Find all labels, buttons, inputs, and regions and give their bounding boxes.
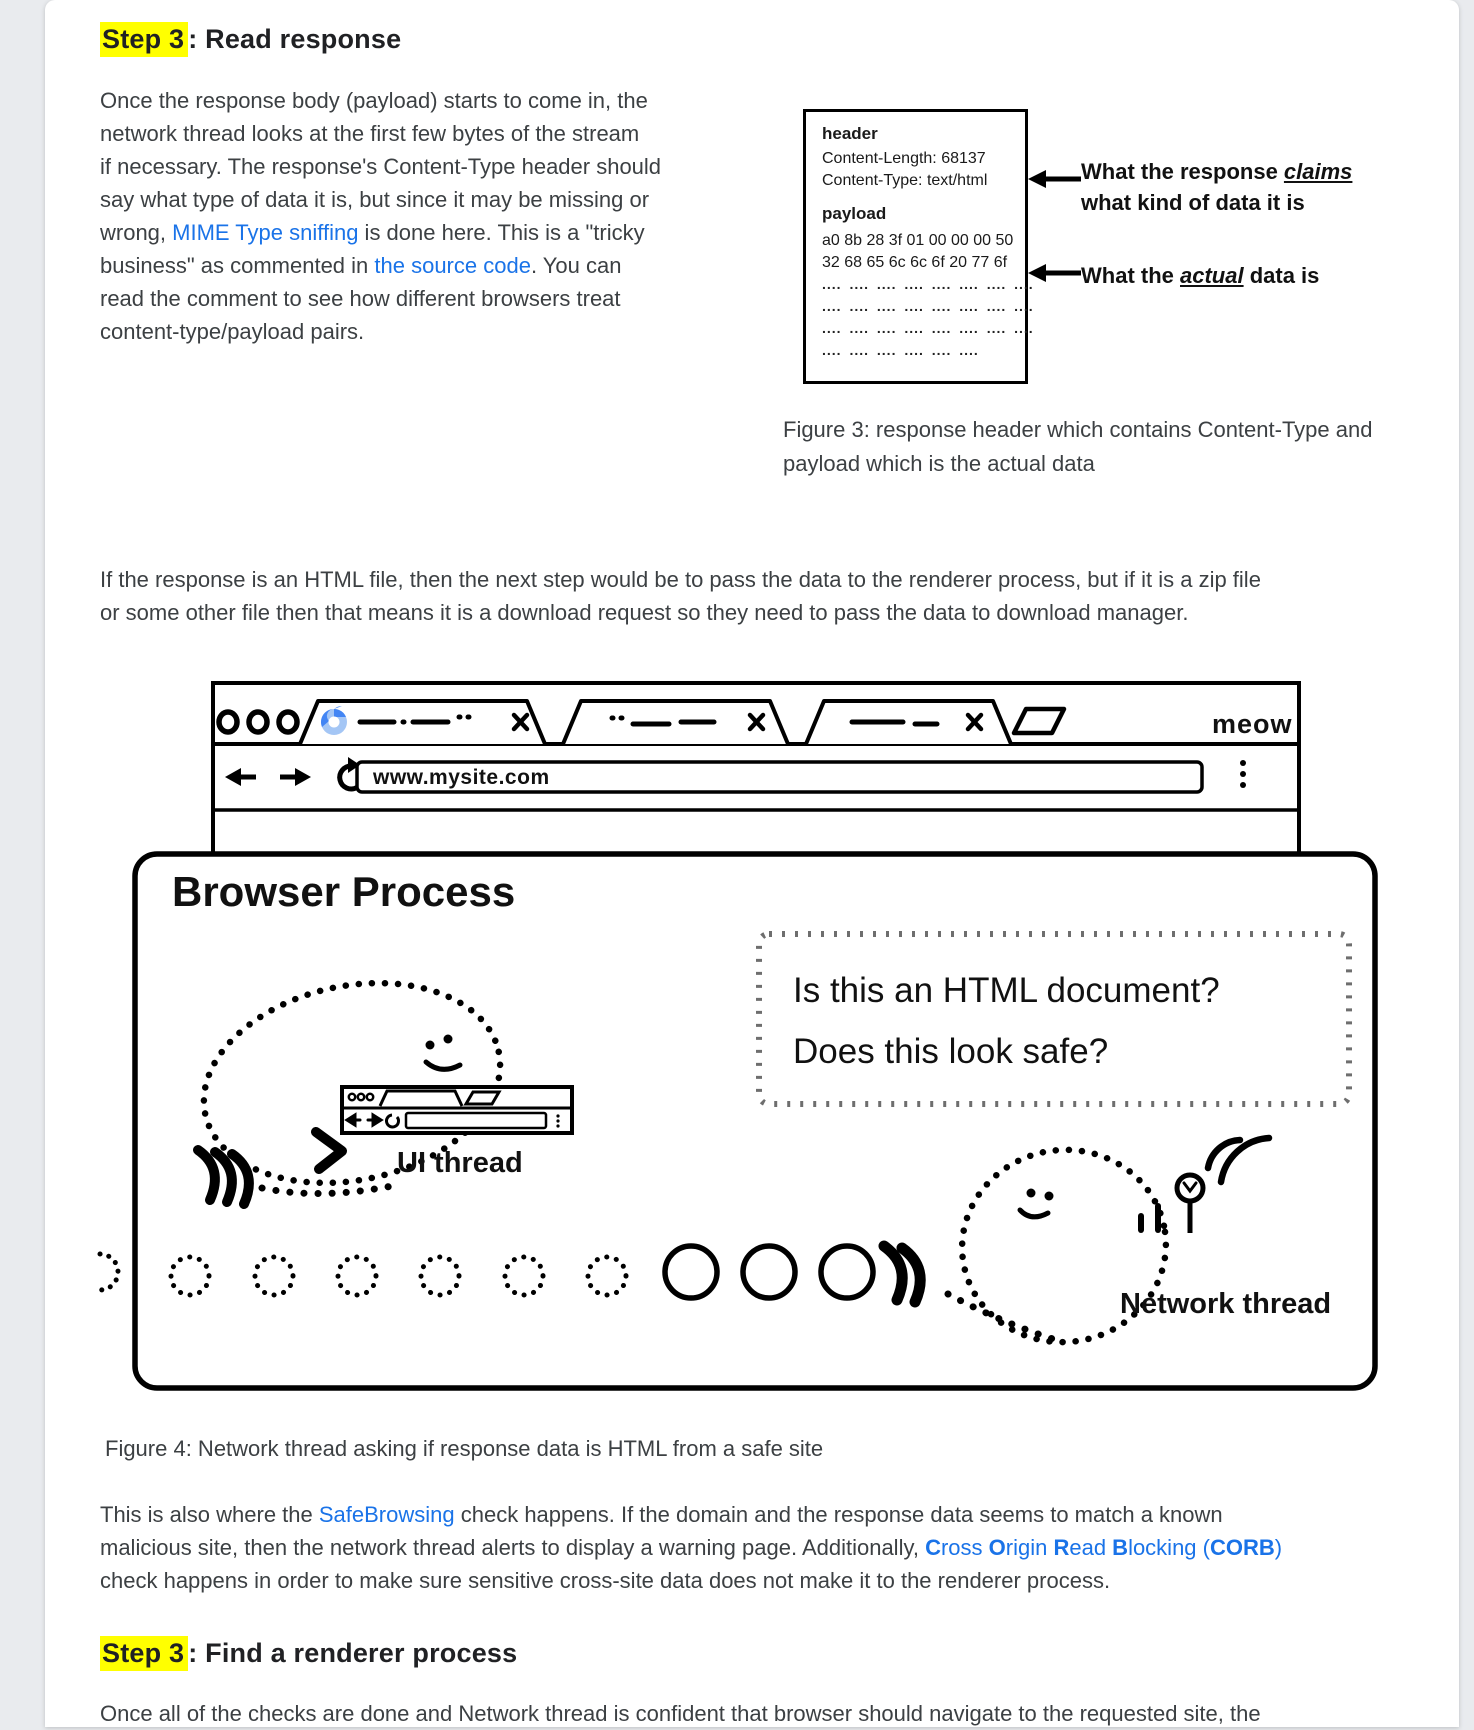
fig3-content-length: Content-Length: 68137 bbox=[822, 150, 986, 167]
tab-title-scribble bbox=[852, 722, 937, 724]
browser-process-title: Browser Process bbox=[172, 868, 516, 915]
paragraph-read-response bbox=[100, 84, 661, 348]
menu-dots-icon[interactable] bbox=[1240, 760, 1246, 788]
paragraph-safebrowsing bbox=[100, 1498, 1282, 1597]
text-segment: check happens. If the domain and the response data seems to match a known bbox=[454, 1502, 1223, 1527]
text-segment: . You can bbox=[530, 253, 622, 278]
emphasized-word: claims bbox=[1283, 159, 1353, 184]
fig3-header-label: header bbox=[822, 124, 878, 143]
section-heading-read-response bbox=[100, 24, 401, 55]
traffic-lights-icon bbox=[219, 712, 297, 732]
text-line: network thread looks at the first few bytes of the stream bbox=[100, 121, 640, 146]
fig3-dots-line: .... .... .... .... .... .... bbox=[822, 342, 979, 358]
meow-label: meow bbox=[1212, 709, 1293, 739]
text-line: or some other file then that means it is a download request so they need to pass the data to download manager. bbox=[100, 600, 1189, 625]
fig3-dots-line: .... .... .... .... .... .... .... .... bbox=[822, 276, 1034, 292]
text-line: Once the response body (payload) starts to come in, the bbox=[100, 88, 648, 113]
link-source-code[interactable]: the source code bbox=[374, 253, 531, 278]
browser-tab[interactable] bbox=[563, 701, 788, 744]
text-line bbox=[100, 1531, 1282, 1564]
paragraph-find-renderer: Once all of the checks are done and Network thread is confident that browser should navigate to the requested site, the bbox=[100, 1701, 1261, 1726]
mini-browser-icon bbox=[342, 1087, 572, 1133]
annotation-actual bbox=[1081, 260, 1319, 291]
text-line bbox=[100, 1498, 1282, 1531]
annotation-claims bbox=[1081, 156, 1352, 218]
network-thread-label: Network thread bbox=[1120, 1288, 1332, 1320]
fig3-content-type: Content-Type: text/html bbox=[822, 172, 988, 189]
left-arrow-icon bbox=[1028, 168, 1082, 190]
text-line: what kind of data it is bbox=[1081, 190, 1305, 215]
heading-highlight: Step 3 bbox=[100, 1636, 188, 1671]
url-text: www.mysite.com bbox=[373, 766, 550, 789]
figure3-response-box bbox=[803, 109, 1034, 384]
link-safebrowsing[interactable]: SafeBrowsing bbox=[318, 1502, 455, 1527]
text-line: If the response is an HTML file, then the next step would be to pass the data to the renderer process, but if it is a zip file bbox=[100, 567, 1261, 592]
text-segment: What the bbox=[1081, 263, 1180, 288]
text-segment: is done here. This is a "tricky bbox=[358, 220, 645, 245]
link-mime-type-sniffing[interactable]: MIME Type sniffing bbox=[172, 220, 359, 245]
caption-line: Figure 3: response header which contains Content-Type and bbox=[783, 417, 1373, 442]
heading-rest: : Find a renderer process bbox=[188, 1638, 518, 1668]
figure4-caption: Figure 4: Network thread asking if response data is HTML from a safe site bbox=[105, 1436, 824, 1461]
bubble-question-1: Is this an HTML document? bbox=[793, 971, 1220, 1010]
paragraph-html-or-download bbox=[100, 563, 1261, 629]
text-segment: data is bbox=[1243, 263, 1320, 288]
text-segment: This is also where the bbox=[100, 1502, 319, 1527]
fig3-dots-line: .... .... .... .... .... .... .... .... bbox=[822, 298, 1034, 314]
text-segment: What the response bbox=[1081, 159, 1284, 184]
emphasized-word: actual bbox=[1180, 263, 1244, 288]
ui-thread-label: UI thread bbox=[397, 1147, 523, 1179]
link-corb[interactable]: Cross Origin Read Blocking (CORB) bbox=[925, 1535, 1283, 1560]
text-line: say what type of data it is, but since it may be missing or bbox=[100, 187, 650, 212]
heading-rest: : Read response bbox=[188, 24, 402, 54]
fig3-payload-label: payload bbox=[822, 204, 887, 223]
text-line: content-type/payload pairs. bbox=[100, 319, 365, 344]
text-line bbox=[100, 249, 661, 282]
text-line: read the comment to see how different browsers treat bbox=[100, 286, 621, 311]
fig3-dots-line: .... .... .... .... .... .... .... .... bbox=[822, 320, 1034, 336]
browser-tab[interactable] bbox=[300, 701, 545, 744]
heading-highlight: Step 3 bbox=[100, 22, 188, 57]
browser-window-drawing bbox=[213, 683, 1299, 855]
fig3-hex-line: a0 8b 28 3f 01 00 00 00 50 bbox=[822, 232, 1014, 249]
text-segment: wrong, bbox=[100, 220, 173, 245]
fig3-hex-line: 32 68 65 6c 6c 6f 20 77 6f bbox=[822, 254, 1008, 271]
speech-bubble bbox=[759, 934, 1349, 1104]
text-segment: business" as commented in bbox=[100, 253, 375, 278]
figure4-illustration bbox=[85, 655, 1400, 1400]
section-heading-find-renderer bbox=[100, 1638, 517, 1669]
text-line: check happens in order to make sure sensitive cross-site data does not make it to the renderer process. bbox=[100, 1568, 1111, 1593]
caption-line: payload which is the actual data bbox=[783, 451, 1095, 476]
text-segment: malicious site, then the network thread alerts to display a warning page. Additionally, bbox=[100, 1535, 926, 1560]
text-line bbox=[100, 216, 661, 249]
browser-tab[interactable] bbox=[806, 701, 1011, 744]
bubble-question-2: Does this look safe? bbox=[793, 1032, 1109, 1071]
text-line: if necessary. The response's Content-Type header should bbox=[100, 154, 662, 179]
figure3-caption bbox=[783, 413, 1372, 481]
left-arrow-icon bbox=[1028, 262, 1082, 284]
